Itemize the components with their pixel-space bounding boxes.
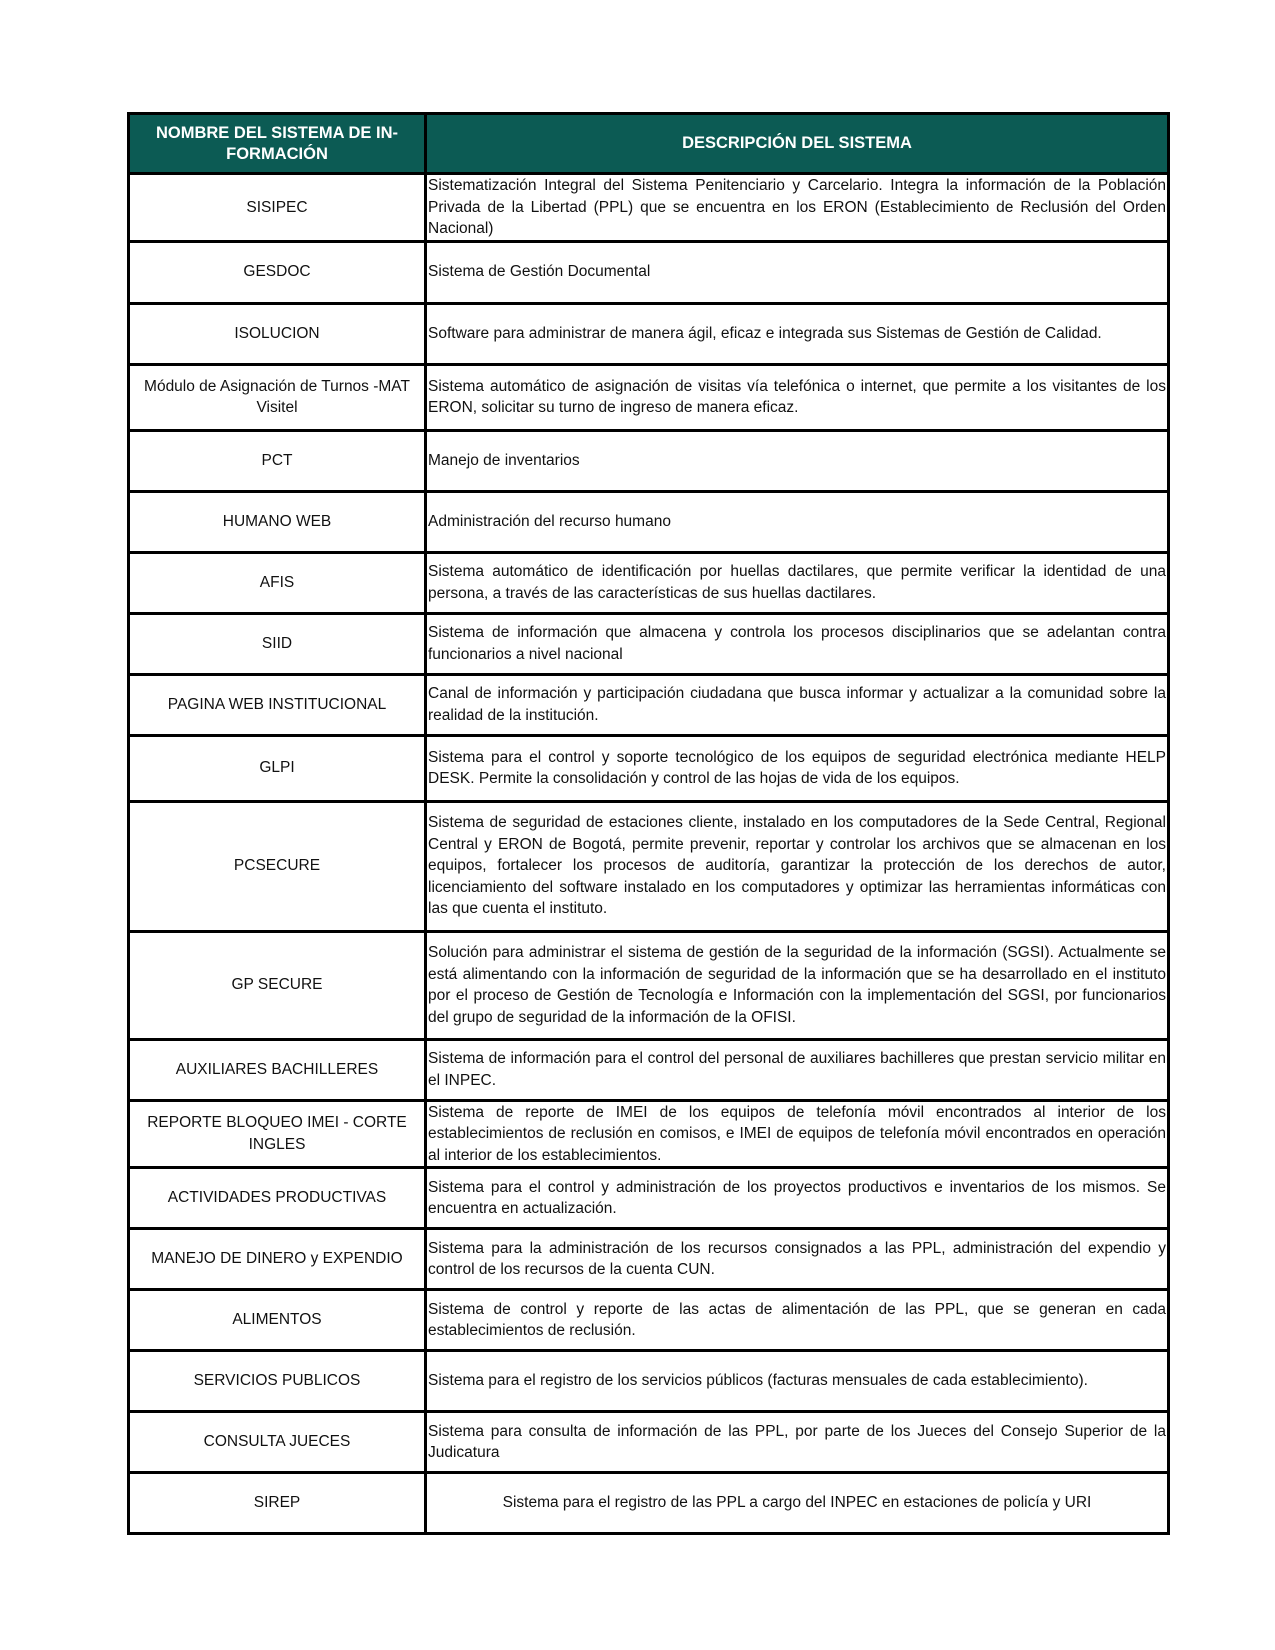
system-description: Sistema para el registro de las PPL a cargo del INPEC en estaciones de policía y URI [426, 1473, 1169, 1534]
table-row [129, 552, 1169, 613]
system-name: PAGINA WEB INSTITUCIONAL [129, 674, 426, 735]
system-name: SERVICIOS PUBLICOS [129, 1351, 426, 1412]
table-row [129, 613, 1169, 674]
table-header [129, 114, 1169, 174]
system-name: ACTIVIDADES PRODUCTIVAS [129, 1168, 426, 1229]
table-row [129, 1290, 1169, 1351]
table-row [129, 1229, 1169, 1290]
system-name: REPORTE BLOQUEO IMEI - CORTE INGLES [129, 1100, 426, 1168]
system-description: Sistema de información para el control del personal de auxiliares bachilleres que prestan servicio militar en el INPEC. [426, 1039, 1169, 1100]
table-row [129, 303, 1169, 364]
system-name: Módulo de Asignación de Turnos -MAT Visitel [129, 364, 426, 430]
header-row [129, 114, 1169, 174]
system-name: GESDOC [129, 241, 426, 303]
header-system-description: DESCRIPCIÓN DEL SISTEMA [426, 114, 1169, 174]
header-system-name: NOMBRE DEL SISTEMA DE IN-FORMACIÓN [129, 114, 426, 174]
system-description: Sistema para el control y administración de los proyectos productivos e inventarios de los mismos. Se encuentra en actualización. [426, 1168, 1169, 1229]
table-row [129, 1100, 1169, 1168]
system-description: Manejo de inventarios [426, 430, 1169, 491]
table-row [129, 491, 1169, 552]
information-systems-table [127, 112, 1170, 1535]
table-row [129, 801, 1169, 931]
table-row [129, 1473, 1169, 1534]
system-description: Canal de información y participación ciudadana que busca informar y actualizar a la comunidad sobre la realidad de la institución. [426, 674, 1169, 735]
system-name: ALIMENTOS [129, 1290, 426, 1351]
system-name: ISOLUCION [129, 303, 426, 364]
system-description: Administración del recurso humano [426, 491, 1169, 552]
system-description: Sistema para la administración de los recursos consignados a las PPL, administración del expendio y control de los recursos de la cuenta CUN. [426, 1229, 1169, 1290]
table-row [129, 174, 1169, 242]
system-description: Sistema de seguridad de estaciones cliente, instalado en los computadores de la Sede Central, Regional Central y ERON de Bogotá, permite prevenir, reportar y controlar los archivos que se almacenan en los equipos, fortalecer los procesos de auditoría, garantizar la protección de los derechos de autor, licenciamiento del software instalado en los computadores y optimizar las herramientas informáticas con las que cuenta el instituto. [426, 801, 1169, 931]
system-name: HUMANO WEB [129, 491, 426, 552]
table-body [129, 174, 1169, 1534]
system-description: Sistema automático de asignación de visitas vía telefónica o internet, que permite a los visitantes de los ERON, solicitar su turno de ingreso de manera eficaz. [426, 364, 1169, 430]
table-row [129, 1039, 1169, 1100]
system-name: AUXILIARES BACHILLERES [129, 1039, 426, 1100]
system-description: Sistema para consulta de información de las PPL, por parte de los Jueces del Consejo Superior de la Judicatura [426, 1412, 1169, 1473]
table-row [129, 1351, 1169, 1412]
table-row [129, 241, 1169, 303]
system-name: SIID [129, 613, 426, 674]
system-name: SIREP [129, 1473, 426, 1534]
systems-table-container [127, 112, 1167, 1535]
system-name: CONSULTA JUECES [129, 1412, 426, 1473]
table-row [129, 430, 1169, 491]
system-description: Sistema de Gestión Documental [426, 241, 1169, 303]
system-name: GLPI [129, 735, 426, 801]
system-description: Software para administrar de manera ágil, eficaz e integrada sus Sistemas de Gestión de Calidad. [426, 303, 1169, 364]
system-name: PCT [129, 430, 426, 491]
system-name: PCSECURE [129, 801, 426, 931]
system-name: SISIPEC [129, 174, 426, 242]
table-row [129, 1168, 1169, 1229]
system-description: Sistematización Integral del Sistema Penitenciario y Carcelario. Integra la información de la Población Privada de la Libertad (PPL) que se encuentra en los ERON (Establecimiento de Reclusión del Orden Nacional) [426, 174, 1169, 242]
system-description: Sistema de información que almacena y controla los procesos disciplinarios que se adelantan contra funcionarios a nivel nacional [426, 613, 1169, 674]
table-row [129, 674, 1169, 735]
system-description: Sistema automático de identificación por huellas dactilares, que permite verificar la identidad de una persona, a través de las características de sus huellas dactilares. [426, 552, 1169, 613]
table-row [129, 931, 1169, 1039]
table-row [129, 364, 1169, 430]
system-description: Sistema de control y reporte de las actas de alimentación de las PPL, que se generan en cada establecimientos de reclusión. [426, 1290, 1169, 1351]
system-name: AFIS [129, 552, 426, 613]
system-name: MANEJO DE DINERO y EXPENDIO [129, 1229, 426, 1290]
system-description: Sistema de reporte de IMEI de los equipos de telefonía móvil encontrados al interior de los establecimientos de reclusión en comisos, e IMEI de equipos de telefonía móvil encontrados en operación al interior de los establecimientos. [426, 1100, 1169, 1168]
table-row [129, 1412, 1169, 1473]
system-description: Sistema para el control y soporte tecnológico de los equipos de seguridad electrónica mediante HELP DESK. Permite la consolidación y control de las hojas de vida de los equipos. [426, 735, 1169, 801]
system-name: GP SECURE [129, 931, 426, 1039]
table-row [129, 735, 1169, 801]
system-description: Solución para administrar el sistema de gestión de la seguridad de la información (SGSI). Actualmente se está alimentando con la información de seguridad de la información que se ha desarrollado en el instituto por el proceso de Gestión de Tecnología e Información con la implementación del SGSI, por funcionarios del grupo de seguridad de la información de la OFISI. [426, 931, 1169, 1039]
system-description: Sistema para el registro de los servicios públicos (facturas mensuales de cada establecimiento). [426, 1351, 1169, 1412]
